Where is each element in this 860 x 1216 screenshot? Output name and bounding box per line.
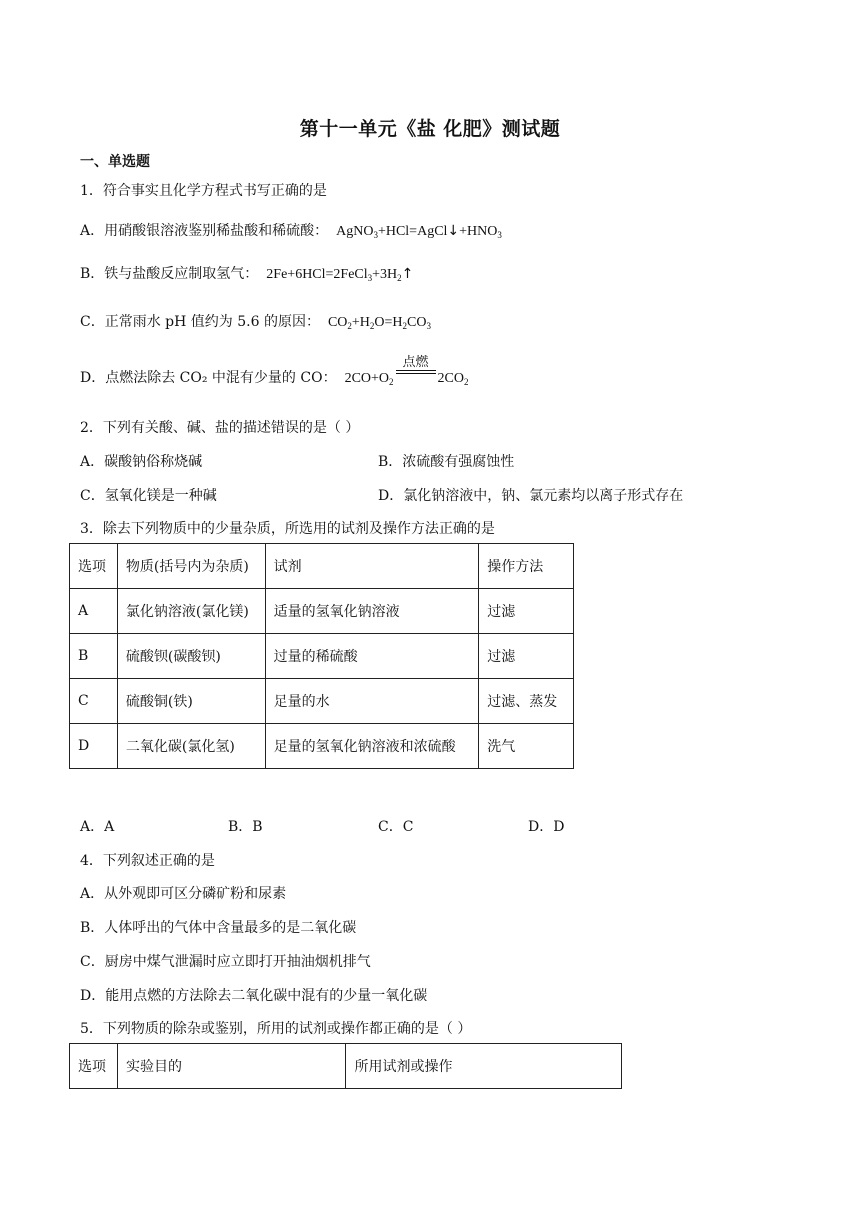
table-cell: 过滤 xyxy=(479,589,574,634)
question-3-option-c: C．C xyxy=(378,819,414,835)
table-header-cell: 试剂 xyxy=(265,544,479,589)
table-cell: D xyxy=(70,724,118,769)
table-header-row xyxy=(70,1044,622,1089)
table-cell: C xyxy=(70,679,118,724)
equation-d: $2CO+O_2$ 点燃 $2CO_2$ xyxy=(344,354,469,387)
table-header-row xyxy=(70,544,574,589)
question-5-table xyxy=(69,1043,622,1089)
question-4-option-b: B．人体呼出的气体中含量最多的是二氧化碳 xyxy=(80,920,357,936)
question-3-stem: 3．除去下列物质中的少量杂质，所选用的试剂及操作方法正确的是 xyxy=(80,521,495,537)
table-header-cell: 选项 xyxy=(70,1044,118,1089)
table-cell: 适量的氢氧化钠溶液 xyxy=(265,589,479,634)
table-cell: B xyxy=(70,634,118,679)
question-1-stem: 1．符合事实且化学方程式书写正确的是 xyxy=(80,183,327,199)
question-3-option-b: B．B xyxy=(228,819,263,835)
table-cell: 足量的氢氧化钠溶液和浓硫酸 xyxy=(265,724,479,769)
table-header-cell: 所用试剂或操作 xyxy=(346,1044,622,1089)
table-cell: 过滤 xyxy=(479,634,574,679)
question-3-option-d: D．D xyxy=(528,819,565,835)
question-4-option-c: C．厨房中煤气泄漏时应立即打开抽油烟机排气 xyxy=(80,954,371,970)
table-header-cell: 实验目的 xyxy=(117,1044,346,1089)
table-cell: 过滤、蒸发 xyxy=(479,679,574,724)
table-cell: 过量的稀硫酸 xyxy=(265,634,479,679)
table-cell: A xyxy=(70,589,118,634)
table-cell: 二氧化碳(氯化氢) xyxy=(117,724,265,769)
question-2-option-c: C．氢氧化镁是一种碱 xyxy=(80,488,217,504)
table-cell: 足量的水 xyxy=(265,679,479,724)
table-header-cell: 选项 xyxy=(70,544,118,589)
question-1-option-a: A．用硝酸银溶液鉴别稀盐酸和稀硫酸： $AgNO_3+HCl=AgCl↓+HNO_3$ xyxy=(80,223,502,240)
question-4-stem: 4．下列叙述正确的是 xyxy=(80,853,215,869)
question-2-option-b: B．浓硫酸有强腐蚀性 xyxy=(378,454,515,470)
table-row xyxy=(70,679,574,724)
question-1-option-d: D．点燃法除去 CO₂ 中混有少量的 CO： $2CO+O_2$ 点燃 $2CO_2$ xyxy=(80,354,469,387)
table-header-cell: 操作方法 xyxy=(479,544,574,589)
equation-c: $CO_2+H_2O=H_2CO_3$ xyxy=(327,315,431,331)
question-1-option-c: C．正常雨水 pH 值约为 5.6 的原因： $CO_2+H_2O=H_2CO_3$ xyxy=(80,314,431,331)
question-2-option-a: A．碳酸钠俗称烧碱 xyxy=(80,454,203,470)
table-row xyxy=(70,589,574,634)
table-row xyxy=(70,634,574,679)
page-title: 第十一单元《盐 化肥》测试题 xyxy=(299,118,561,140)
question-2-stem: 2．下列有关酸、碱、盐的描述错误的是（ ） xyxy=(80,420,360,436)
table-cell: 洗气 xyxy=(479,724,574,769)
question-4-option-d: D．能用点燃的方法除去二氧化碳中混有的少量一氧化碳 xyxy=(80,988,428,1004)
table-header-cell: 物质(括号内为杂质) xyxy=(117,544,265,589)
equation-a: $AgNO_3+HCl=AgCl↓+HNO_3$ xyxy=(336,223,502,240)
table-cell: 硫酸钡(碳酸钡) xyxy=(117,634,265,679)
question-4-option-a: A．从外观即可区分磷矿粉和尿素 xyxy=(80,886,287,902)
table-cell: 硫酸铜(铁) xyxy=(117,679,265,724)
table-cell: 氯化钠溶液(氯化镁) xyxy=(117,589,265,634)
question-2-option-d: D．氯化钠溶液中，钠、氯元素均以离子形式存在 xyxy=(378,488,684,504)
question-3-option-a: A．A xyxy=(80,819,115,835)
equation-b: $2Fe+6HCl=2FeCl_3+3H_2↑$ xyxy=(266,266,414,283)
question-3-table xyxy=(69,543,574,769)
question-1-option-b: B．铁与盐酸反应制取氢气： $2Fe+6HCl=2FeCl_3+3H_2↑$ xyxy=(80,266,414,283)
table-row xyxy=(70,724,574,769)
section-heading: 一、单选题 xyxy=(80,154,150,170)
question-5-stem: 5．下列物质的除杂或鉴别，所用的试剂或操作都正确的是（ ） xyxy=(80,1021,472,1037)
